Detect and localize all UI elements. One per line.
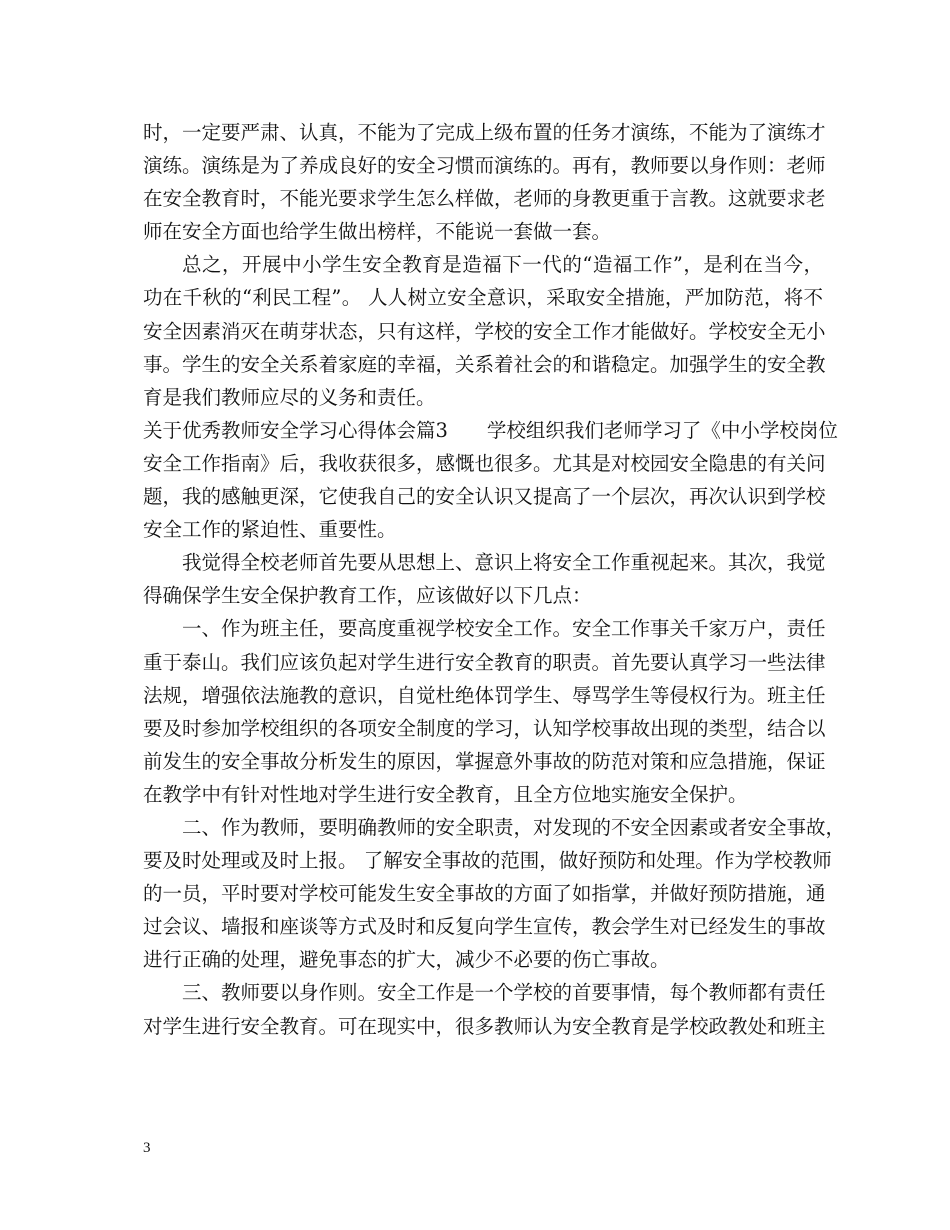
text-line: 在教学中有针对性地对学生进行安全教育，且全方位地实施安全保护。 — [143, 782, 748, 806]
text-line: 在安全教育时，不能光要求学生怎么样做，老师的身教更重于言教。这就要求老 — [143, 187, 826, 211]
text-line: 一、作为班主任，要高度重视学校安全工作。安全工作事关千家万户，责任 — [182, 617, 826, 641]
text-line: 演练。演练是为了养成良好的安全习惯而演练的。再有，教师要以身作则：老师 — [143, 154, 826, 178]
text-line: 功在千秋的“利民工程”。 人人树立安全意识，采取安全措施，严加防范，将不 — [143, 286, 823, 310]
text-line: 我觉得全校老师首先要从思想上、意识上将安全工作重视起来。其次，我觉 — [182, 551, 826, 575]
text-line: 育是我们教师应尽的义务和责任。 — [143, 385, 436, 409]
text-line: 关于优秀教师安全学习心得体会篇3 学校组织我们老师学习了《中小学校岗位 — [143, 418, 838, 442]
text-line: 进行正确的处理，避免事态的扩大，减少不必要的伤亡事故。 — [143, 948, 670, 972]
text-line: 三、教师要以身作则。安全工作是一个学校的首要事情，每个教师都有责任 — [182, 981, 826, 1005]
text-line: 师在安全方面也给学生做出榜样，不能说一套做一套。 — [143, 220, 612, 244]
text-line: 安全因素消灭在萌芽状态，只有这样，学校的安全工作才能做好。学校安全无小 — [143, 319, 826, 343]
text-line: 过会议、墙报和座谈等方式及时和反复向学生宣传，教会学生对已经发生的事故 — [143, 915, 826, 939]
text-line: 重于泰山。我们应该负起对学生进行安全教育的职责。首先要认真学习一些法律 — [143, 650, 826, 674]
text-line: 的一员，平时要对学校可能发生安全事故的方面了如指掌，并做好预防措施，通 — [143, 882, 826, 906]
text-line: 要及时参加学校组织的各项安全制度的学习，认知学校事故出现的类型，结合以 — [143, 716, 826, 740]
text-line: 法规，增强依法施教的意识，自觉杜绝体罚学生、辱骂学生等侵权行为。班主任 — [143, 683, 826, 707]
text-line: 时，一定要严肃、认真，不能为了完成上级布置的任务才演练，不能为了演练才 — [143, 121, 826, 144]
text-line: 事。学生的安全关系着家庭的幸福，关系着社会的和谐稳定。加强学生的安全教 — [143, 352, 826, 376]
text-line: 安全工作的紧迫性、重要性。 — [143, 518, 397, 542]
body-text — [143, 116, 846, 1043]
text-line: 要及时处理或及时上报。 了解安全事故的范围，做好预防和处理。作为学校教师 — [143, 849, 832, 873]
text-line: 总之，开展中小学生安全教育是造福下一代的“造福工作”，是利在当今， — [182, 253, 823, 277]
text-line: 题，我的感触更深，它使我自己的安全认识又提高了一个层次，再次认识到学校 — [143, 485, 826, 509]
text-line: 对学生进行安全教育。可在现实中，很多教师认为安全教育是学校政教处和班主 — [143, 1014, 826, 1038]
text-line: 得确保学生安全保护教育工作，应该做好以下几点： — [143, 584, 592, 608]
text-line: 二、作为教师，要明确教师的安全职责，对发现的不安全因素或者安全事故， — [182, 815, 846, 839]
text-line: 安全工作指南》后，我收获很多，感慨也很多。尤其是对校园安全隐患的有关问 — [143, 451, 826, 475]
page-number: 3 — [143, 1140, 151, 1156]
text-line: 前发生的安全事故分析发生的原因，掌握意外事故的防范对策和应急措施，保证 — [143, 749, 826, 773]
